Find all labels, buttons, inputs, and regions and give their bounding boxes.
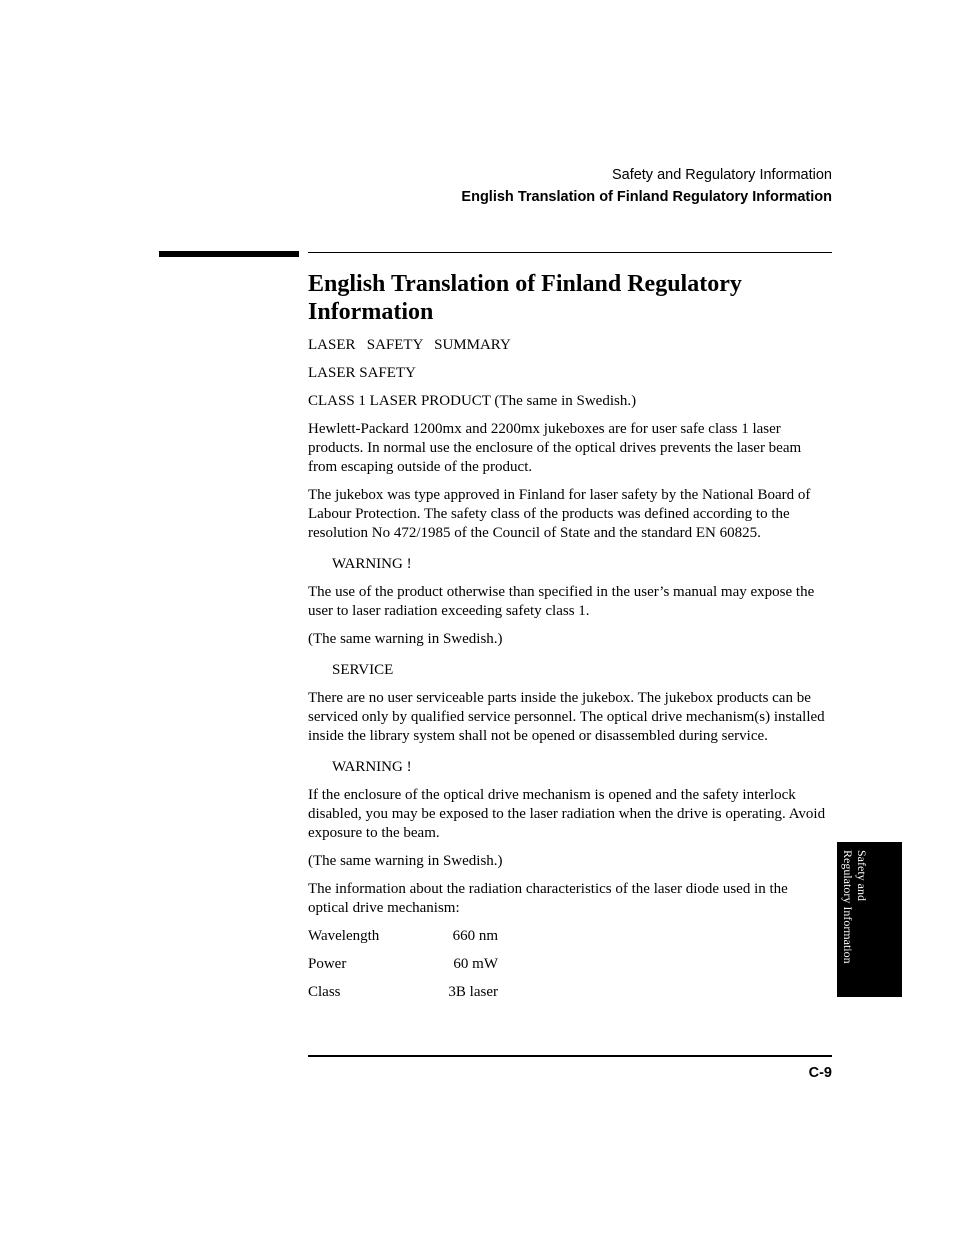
page-number: C-9 [808,1065,832,1081]
page-content [308,270,832,1011]
title-divider [308,252,832,253]
spec-row-power [308,955,832,974]
paragraph-laser-safety-summary: LASER SAFETY SUMMARY [308,337,511,353]
paragraph-service: There are no user serviceable parts inside the jukebox. The jukebox products can be serviced only by qualified service personnel. The optical drive mechanism(s) installed inside the library system shall not be opened or disassembled during service. [308,690,825,744]
paragraph-approval: The jukebox was type approved in Finland for laser safety by the National Board of Labour Protection. The safety class of the products was defined according to the resolution No 472/1985 of the Council of State and the standard EN 60825. [308,487,811,541]
spec-label: Wavelength [308,928,380,944]
paragraph-intro: Hewlett-Packard 1200mx and 2200mx jukeboxes are for user safe class 1 laser products. In normal use the enclosure of the optical drives prevents the laser beam from escaping outside of the product. [308,421,802,475]
paragraph-swedish-warning-1: (The same warning in Swedish.) [308,631,503,647]
spec-value: 60 mW [453,956,498,972]
spec-row-class [308,983,832,1002]
paragraph-laser-safety: LASER SAFETY [308,365,416,381]
spec-value: 660 nm [452,928,498,944]
spec-label: Power [308,956,347,972]
side-tab-label: Safety and Regulatory Information [841,850,869,964]
spec-label: Class [308,984,341,1000]
running-header-section: Safety and Regulatory Information [611,167,832,183]
service-heading: SERVICE [332,662,394,678]
spec-value: 3B laser [448,984,498,1000]
warning-heading-2: WARNING ! [332,759,412,775]
paragraph-class1: CLASS 1 LASER PRODUCT (The same in Swedish.) [308,393,637,409]
chapter-side-tab [837,842,902,997]
paragraph-warning-2: If the enclosure of the optical drive mechanism is opened and the safety interlock disabled, you may be exposed to the laser radiation when the drive is operating. Avoid exposure to the beam. [308,787,826,841]
footer-divider [308,1055,832,1057]
paragraph-swedish-warning-2: (The same warning in Swedish.) [308,853,503,869]
section-marker-bar [159,251,299,257]
paragraph-warning-1: The use of the product otherwise than specified in the user’s manual may expose the user to laser radiation exceeding safety class 1. [308,584,815,619]
page-title: English Translation of Finland Regulatory Information [308,271,742,325]
paragraph-radiation-info: The information about the radiation characteristics of the laser diode used in the optical drive mechanism: [308,881,788,916]
warning-heading-1: WARNING ! [332,556,412,572]
spec-row-wavelength [308,927,832,946]
running-header-subsection: English Translation of Finland Regulatory Information [461,189,832,205]
